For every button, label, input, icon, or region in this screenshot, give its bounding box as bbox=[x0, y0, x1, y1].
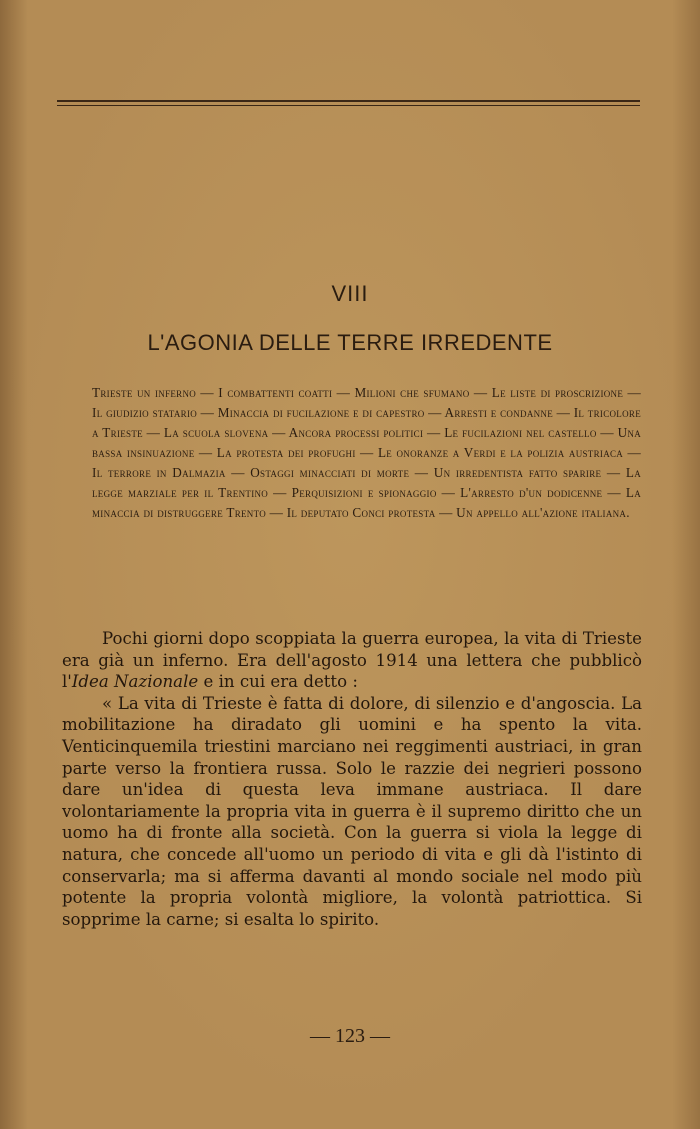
page-number: — 123 — bbox=[310, 1025, 390, 1047]
paragraph-1-start: Pochi giorni dopo scoppiata la guerra europea, la vita di Trieste era già un inferno. Era dell'agosto 1914 una lettera che pubblicò l' bbox=[62, 629, 642, 692]
newspaper-title: Idea Nazionale bbox=[71, 672, 199, 692]
chapter-number: VIII bbox=[331, 281, 369, 306]
paragraph-2: « La vita di Trieste è fatta di dolore, di silenzio e d'angoscia. La mobilitazione ha diradato gli uomini e ha spento la vita. Venticinquemila triestini marciano nei reggimenti austriaci, in gran parte verso la frontiera russa. Solo le razzie dei negrieri possono dare un'idea di questa leva immane austriaca. Il dare volontariamente la propria vita in guerra è il supremo diritto che un uomo ha di fronte alla società. Con la guerra si viola la legge di natura, che concede all'uomo un periodo di vita e gli dà l'istinto di conservarla; ma si afferma davanti al mondo sociale nel modo più potente la propria volontà migliore, la volontà patriottica. Si sopprime la carne; si esalta lo spirito. bbox=[62, 693, 642, 929]
header-rule-thin bbox=[57, 105, 640, 106]
chapter-summary: Trieste un inferno — I combattenti coatti — Milioni che sfumano — Le liste di proscrizione — Il giudizio statario — Minaccia di fucilazione e di capestro — Arresti e condanne — Il tricolore a Trieste — La scuola slovena — Ancora processi politici — Le fucilazioni nel castello — Una bassa insinuazione — La protesta dei profughi — Le onoranze a Verdi e la polizia austriaca — Il terrore in Dalmazia — Ostaggi minacciati di morte — Un irredentista fatto sparire — La legge marziale per il Trentino — Perquisizioni e spionaggio — L'arresto d'un dodicenne — La minaccia di distruggere Trento — Il deputato Conci protesta — Un appello all'azione italiana. bbox=[92, 385, 641, 520]
paragraph-1-end: e in cui era detto : bbox=[198, 672, 358, 692]
paragraph-1 bbox=[62, 628, 642, 693]
body-text bbox=[62, 628, 642, 930]
chapter-title: L'AGONIA DELLE TERRE IRREDENTE bbox=[147, 330, 553, 355]
header-rule-thick bbox=[57, 100, 640, 102]
